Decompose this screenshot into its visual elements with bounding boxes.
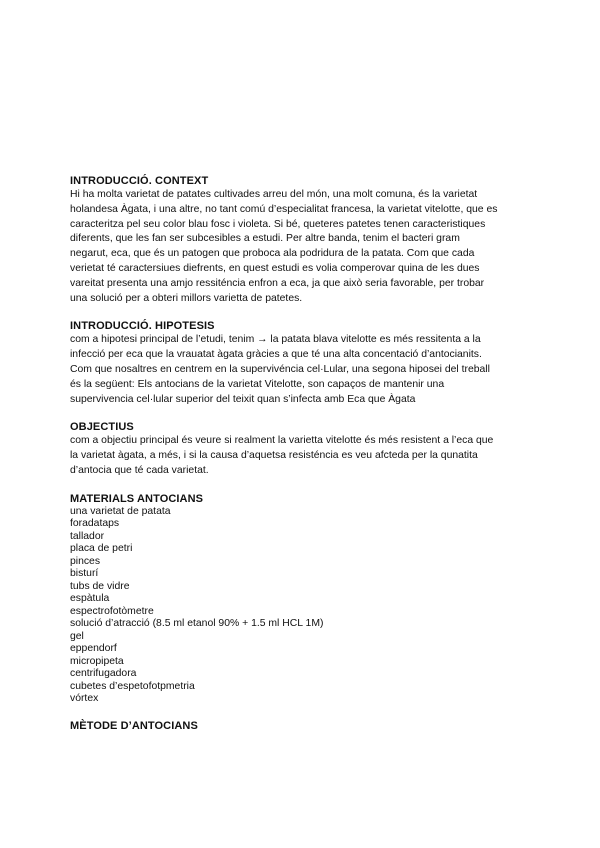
- section-body: [70, 333, 540, 407]
- list-item: pinces: [70, 555, 101, 567]
- text-line: com a hipotesi principal de l’etudi, tenim → la patata blava vitelotte es més ressitenta a la: [70, 334, 481, 346]
- section-heading: OBJECTIUS: [70, 421, 134, 434]
- section-materials: [70, 492, 540, 706]
- list-item: eppendorf: [70, 643, 117, 655]
- section-heading: INTRODUCCIÓ. HIPOTESIS: [70, 320, 215, 333]
- list-item: tubs de vidre: [70, 580, 130, 592]
- list-item: una varietat de patata: [70, 505, 171, 517]
- section-objectives: [70, 420, 540, 478]
- text-line: Hi ha molta varietat de patates cultivades arreu del món, una molt comuna, és la varietat: [70, 189, 478, 200]
- text-line: una solució per a obteri millors varietta de patetes.: [70, 292, 303, 304]
- text-line: d’antocia que té cada varietat.: [70, 464, 209, 476]
- text-line: caracteritza pel seu color blau fosc i violeta. Si bé, queteres patetes tenen caracteristiques: [70, 218, 486, 230]
- text-line: és la següent: Els antocians de la varietat Vitelotte, son capaços de mantenir una: [70, 378, 445, 390]
- text-line: vareitat presenta una amjo ressiténcia enfron a eca, ja que això seria favorable, per trobar: [70, 277, 485, 289]
- list-item: micropipeta: [70, 655, 124, 667]
- list-item: vórtex: [70, 693, 99, 705]
- text-line: supervivencia cel·lular superior del teixit quan s’infecta amb Eca que Àgata: [70, 393, 416, 405]
- section-context: [70, 174, 540, 306]
- text-line: holandesa Àgata, i una altre, no tant comú d’especialitat francesa, la varietat vitelotte, que es: [70, 203, 498, 215]
- list-item: bisturí: [70, 568, 99, 580]
- list-item: espectrofotòmetre: [70, 605, 154, 617]
- text-line: com a objectiu principal és veure si realment la varietta vitelotte és més resistent a l’eca que: [70, 435, 494, 447]
- materials-list: [70, 506, 540, 706]
- section-method: [70, 719, 540, 733]
- list-item: centrifugadora: [70, 668, 137, 680]
- list-item: espàtula: [70, 593, 110, 605]
- list-item: tallador: [70, 530, 105, 542]
- text-line: verietat té caractersiues diefrents, en quest estudi es volia comperovar quina de les dues: [70, 262, 480, 274]
- section-heading: MÈTODE D’ANTOCIANS: [70, 719, 198, 732]
- text-line: infecció per eca que la vrauatat àgata gràcies a que té una alta concentació d’antocianits.: [70, 349, 482, 361]
- section-heading: INTRODUCCIÓ. CONTEXT: [70, 175, 209, 187]
- list-item: solució d’atracció (8.5 ml etanol 90% + 1.5 ml HCL 1M): [70, 618, 324, 630]
- section-body: [70, 188, 540, 306]
- section-heading: MATERIALS ANTOCIANS: [70, 492, 204, 505]
- text-line: la varietat àgata, a més, i si la causa d’aquetsa resisténcia es veu afcteda per la qunatita: [70, 450, 478, 462]
- text-line: diferents, que les fan ser subcesibles a estudi. Per altre banda, tenim el bacteri gram: [70, 233, 460, 245]
- section-hypothesis: [70, 319, 540, 407]
- section-body: [70, 434, 540, 478]
- text-line: Com que nosaltres en centrem en la supervivéncia cel·Lular, una segona hiposei del treball: [70, 363, 490, 375]
- list-item: placa de petri: [70, 543, 133, 555]
- list-item: foradataps: [70, 518, 120, 530]
- text-line: negarut, eca, que és un patogen que proboca ala podridura de la patata. Com que cada: [70, 248, 475, 260]
- list-item: gel: [70, 630, 84, 642]
- list-item: cubetes d’espetofotpmetria: [70, 680, 195, 692]
- document-content: [70, 174, 540, 746]
